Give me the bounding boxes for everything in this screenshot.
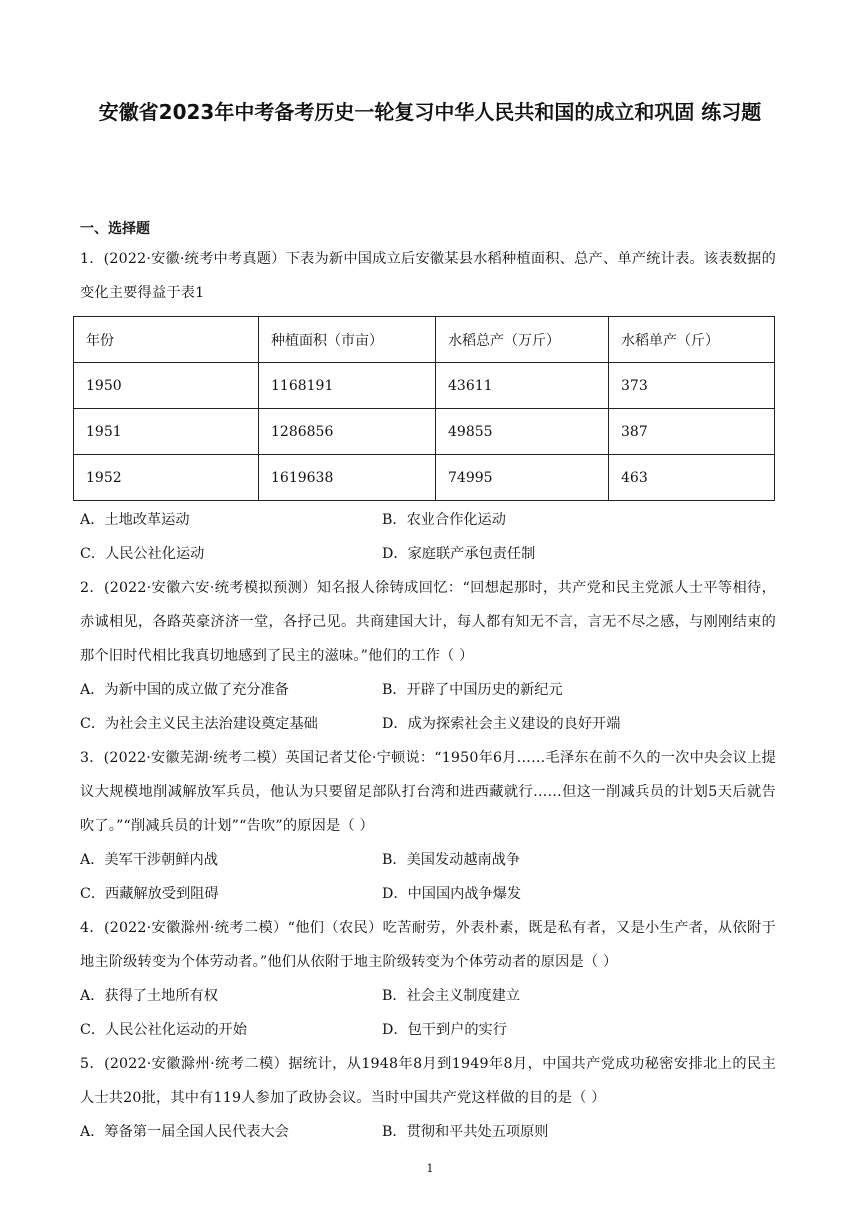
option-a[interactable]: A．为新中国的成立做了充分准备 (80, 682, 289, 698)
question-5 (80, 1047, 776, 1149)
answer-options (80, 1115, 776, 1149)
table-cell: 1951 (74, 409, 259, 455)
table-row (74, 363, 775, 409)
option-d[interactable]: D．中国国内战争爆发 (382, 886, 522, 902)
table-cell: 1619638 (259, 455, 436, 501)
section-heading: 一、选择题 (80, 221, 150, 237)
table-cell: 1168191 (259, 363, 436, 409)
question-4 (80, 911, 776, 1047)
option-c[interactable]: C．人民公社化运动的开始 (80, 1022, 247, 1038)
question-stem: 4．(2022·安徽滁州·统考二模）“他们（农民）吃苦耐劳，外表朴素，既是私有者，又是小生产者，从依附于地主阶级转变为个体劳动者。”他们从依附于地主阶级转变为个体劳动者的原因是（ ） (80, 920, 776, 970)
question-stem: 5．(2022·安徽滁州·统考二模）据统计，从1948年8月到1949年8月，中国共产党成功秘密安排北上的民主人士共20批，其中有119人参加了政协会议。当时中国共产党这样做的目的是（ ） (80, 1056, 776, 1106)
question-stem: 3．(2022·安徽芜湖·统考二模）英国记者艾伦·宁顿说：“1950年6月……毛泽东在前不久的一次中央会议上提议大规模地削减解放军兵员，他认为只要留足部队打台湾和进西藏就行……但这一削减兵员的计划5天后就告吹了。”“削减兵员的计划”“告吹”的原因是（ ） (80, 750, 776, 834)
table-cell: 1950 (74, 363, 259, 409)
document-title: 安徽省2023年中考备考历史一轮复习中华人民共和国的成立和巩固 练习题 (98, 100, 762, 124)
option-b[interactable]: B．农业合作化运动 (382, 512, 506, 528)
option-d[interactable]: D．家庭联产承包责任制 (382, 546, 536, 562)
question-1 (80, 242, 776, 571)
option-a[interactable]: A．土地改革运动 (80, 512, 190, 528)
option-d[interactable]: D．成为探索社会主义建设的良好开端 (382, 716, 621, 732)
table-cell: 49855 (436, 409, 609, 455)
table-header-cell: 水稻单产（斤） (609, 317, 775, 363)
table-row (74, 409, 775, 455)
table-cell: 74995 (436, 455, 609, 501)
answer-options (80, 673, 776, 741)
table-header-cell: 种植面积（市亩） (259, 317, 436, 363)
question-list (80, 242, 776, 1149)
option-a[interactable]: A．筹备第一届全国人民代表大会 (80, 1124, 289, 1140)
statistics-table (73, 316, 775, 501)
page-number: 1 (426, 1162, 434, 1175)
table-cell: 1952 (74, 455, 259, 501)
answer-options (80, 503, 776, 571)
option-c[interactable]: C．为社会主义民主法治建设奠定基础 (80, 716, 318, 732)
table-header-cell: 水稻总产（万斤） (436, 317, 609, 363)
table-cell: 373 (609, 363, 775, 409)
answer-options (80, 979, 776, 1047)
table-header-row (74, 317, 775, 363)
table-cell: 43611 (436, 363, 609, 409)
table-cell: 463 (609, 455, 775, 501)
option-b[interactable]: B．美国发动越南战争 (382, 852, 521, 868)
table-cell: 1286856 (259, 409, 436, 455)
question-3 (80, 741, 776, 911)
question-2 (80, 571, 776, 741)
option-d[interactable]: D．包干到户的实行 (382, 1022, 507, 1038)
option-b[interactable]: B．社会主义制度建立 (382, 988, 521, 1004)
question-stem: 1．(2022·安徽·统考中考真题）下表为新中国成立后安徽某县水稻种植面积、总产、单产统计表。该表数据的变化主要得益于表1 (80, 251, 776, 301)
question-stem: 2．(2022·安徽六安·统考模拟预测）知名报人徐铸成回忆：“回想起那时，共产党和民主党派人士平等相待，赤诚相见，各路英豪济济一堂，各抒己见。共商建国大计，每人都有知无不言，言无不尽之感，与刚刚结束的那个旧时代相比我真切地感到了民主的滋味。”他们的工作（ ） (80, 580, 776, 664)
table-header-cell: 年份 (74, 317, 259, 363)
table-cell: 387 (609, 409, 775, 455)
table-row (74, 455, 775, 501)
option-b[interactable]: B．贯彻和平共处五项原则 (382, 1124, 549, 1140)
option-a[interactable]: A．获得了土地所有权 (80, 988, 218, 1004)
option-c[interactable]: C．人民公社化运动 (80, 546, 205, 562)
option-a[interactable]: A．美军干涉朝鲜内战 (80, 852, 218, 868)
option-b[interactable]: B．开辟了中国历史的新纪元 (382, 682, 563, 698)
option-c[interactable]: C．西藏解放受到阻碍 (80, 886, 219, 902)
answer-options (80, 843, 776, 911)
